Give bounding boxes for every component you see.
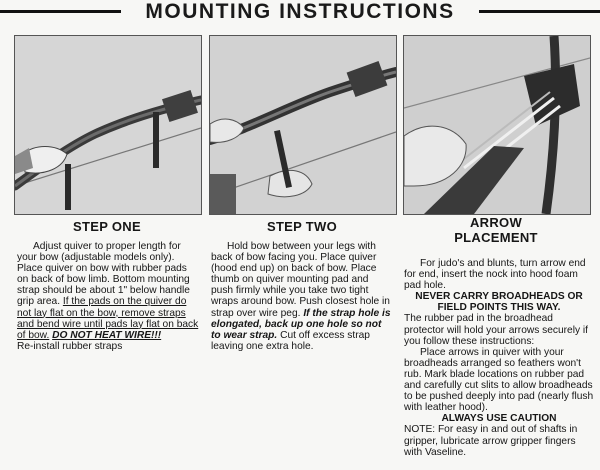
arrow-placement-text bbox=[404, 258, 594, 458]
step-two-photo bbox=[209, 35, 397, 215]
step-two-paragraph bbox=[211, 241, 391, 352]
step-two-heading: STEP TWO bbox=[266, 219, 338, 234]
arrow-placement-photo bbox=[403, 35, 591, 215]
note-text: NOTE: For easy in and out of shafts in gripper, lubricate arrow gripper fingers with Vaseline. bbox=[404, 424, 578, 458]
arrow-placement-heading-text: ARROW PLACEMENT bbox=[454, 215, 538, 245]
step-one-text bbox=[17, 241, 199, 352]
title-rule-right bbox=[479, 10, 600, 13]
step-one-main-text: Adjust quiver to proper length for your bow (adjustable models only). Place quiver on bow with rubber pads on back of bow limb. Bottom mounting strap should be about 1" below handle grip area. bbox=[17, 241, 190, 308]
placement-text: Place arrows in quiver with your broadheads arranged so feathers won't rub. Mark blade locations on rubber pad and carefully cut slits to allow broadheads to be pushed deeply into pad (nearly flush with leather hood). bbox=[404, 346, 594, 414]
arrow-placement-intro: For judo's and blunts, turn arrow end for end, insert the nock into hood foam pad hole. bbox=[404, 258, 586, 292]
broadhead-warning: NEVER CARRY BROADHEADS OR FIELD POINTS THIS WAY. bbox=[415, 291, 583, 314]
step-one-warning: DO NOT HEAT WIRE!!! bbox=[52, 329, 162, 341]
step-two-emphasis: If the strap hole is elongated, back up one hole so not to wear strap. bbox=[211, 307, 391, 341]
title-rule-left bbox=[0, 10, 121, 13]
step-two-end-text: Cut off excess strap leaving one extra hole. bbox=[211, 329, 370, 352]
page-title: MOUNTING INSTRUCTIONS bbox=[145, 0, 455, 23]
step-one-underlined-text: If the pads on the quiver do not lay flat on the bow, remove straps and bend wire until pads lay flat on back of bow. bbox=[17, 296, 199, 341]
step-one-reinstall: Re-install rubber straps bbox=[17, 340, 123, 352]
step-one-paragraph bbox=[17, 241, 199, 341]
caution-text: ALWAYS USE CAUTION bbox=[441, 413, 557, 425]
step-one-photo bbox=[14, 35, 202, 215]
step-one-heading: STEP ONE bbox=[73, 219, 141, 234]
arrow-placement-heading bbox=[403, 215, 589, 245]
step-two-main-text: Hold bow between your legs with back of bow facing you. Place quiver (hood end up) on back of bow. Place thumb on quiver mounting pad and push firmly while you take two tight wraps around bow. Push closest hole in strap over wire peg. bbox=[211, 241, 390, 319]
step-two-text bbox=[211, 241, 391, 352]
rubber-pad-text: The rubber pad in the broadhead protector will hold your arrows securely if you follow these instructions: bbox=[404, 313, 589, 347]
